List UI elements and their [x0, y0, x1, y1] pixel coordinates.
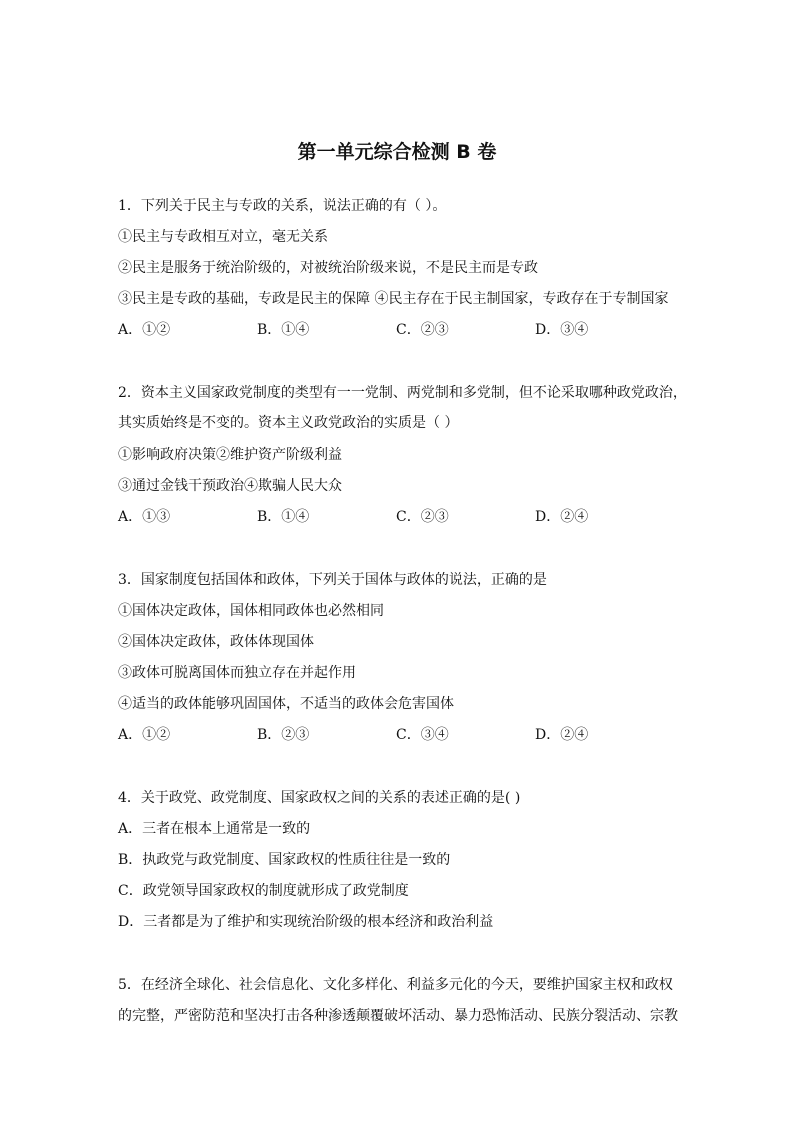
- option-d: D．③④: [535, 322, 589, 338]
- question-4-option-a: A．三者在根本上通常是一致的: [118, 821, 311, 837]
- question-5-stem-line-1: 5．在经济全球化、社会信息化、文化多样化、利益多元化的今天，要维护国家主权和政权: [118, 977, 673, 993]
- question-1-stem: 1．下列关于民主与专政的关系，说法正确的有（ ）。: [118, 198, 447, 214]
- option-d: D．②④: [535, 509, 589, 525]
- question-1-options: [118, 320, 678, 340]
- option-a: A．①③: [118, 509, 171, 525]
- question-1-item-3: ③民主是专政的基础，专政是民主的保障 ④民主存在于民主制国家，专政存在于专制国家: [118, 291, 669, 307]
- option-b: B．①④: [257, 509, 310, 525]
- question-4-option-b: B．执政党与政党制度、国家政权的性质往往是一致的: [118, 852, 451, 868]
- option-c: C．②③: [396, 509, 449, 525]
- question-3-item-4: ④适当的政体能够巩固国体，不适当的政体会危害国体: [118, 696, 454, 712]
- option-a: A．①②: [118, 322, 171, 338]
- option-b: B．①④: [257, 322, 310, 338]
- question-2-item-1: ①影响政府决策②维护资产阶级利益: [118, 447, 342, 463]
- question-5-stem-line-2: 的完整，严密防范和坚决打击各种渗透颠覆破坏活动、暴力恐怖活动、民族分裂活动、宗教: [118, 1008, 678, 1024]
- question-4-option-d: D．三者都是为了维护和实现统治阶级的根本经济和政治利益: [118, 914, 494, 930]
- question-4-option-c: C．政党领导国家政权的制度就形成了政党制度: [118, 883, 409, 899]
- question-3-stem: 3．国家制度包括国体和政体，下列关于国体与政体的说法，正确的是: [118, 572, 547, 588]
- option-c: C．②③: [396, 322, 449, 338]
- option-b: B．②③: [257, 727, 310, 743]
- option-a: A．①②: [118, 727, 171, 743]
- question-2-item-2: ③通过金钱干预政治④欺骗人民大众: [118, 478, 342, 494]
- question-1-item-1: ①民主与专政相互对立，毫无关系: [118, 229, 328, 245]
- question-2-stem-line-2: 其实质始终是不变的。资本主义政党政治的实质是（ ）: [118, 415, 459, 431]
- question-3-item-1: ①国体决定政体，国体相同政体也必然相同: [118, 603, 384, 619]
- question-1-item-2: ②民主是服务于统治阶级的，对被统治阶级来说，不是民主而是专政: [118, 260, 538, 276]
- question-4-stem: 4．关于政党、政党制度、国家政权之间的关系的表述正确的是( ): [118, 790, 521, 806]
- question-3-item-2: ②国体决定政体，政体体现国体: [118, 634, 314, 650]
- question-2-stem-line-1: 2．资本主义国家政党制度的类型有一一党制、两党制和多党制，但不论采取哪种政党政治，: [118, 385, 687, 401]
- option-d: D．②④: [535, 727, 589, 743]
- question-3-item-3: ③政体可脱离国体而独立存在并起作用: [118, 665, 356, 681]
- option-c: C．③④: [396, 727, 449, 743]
- question-3-options: [118, 725, 678, 745]
- page-title: 第一单元综合检测 B 卷: [297, 141, 497, 163]
- question-2-options: [118, 507, 678, 527]
